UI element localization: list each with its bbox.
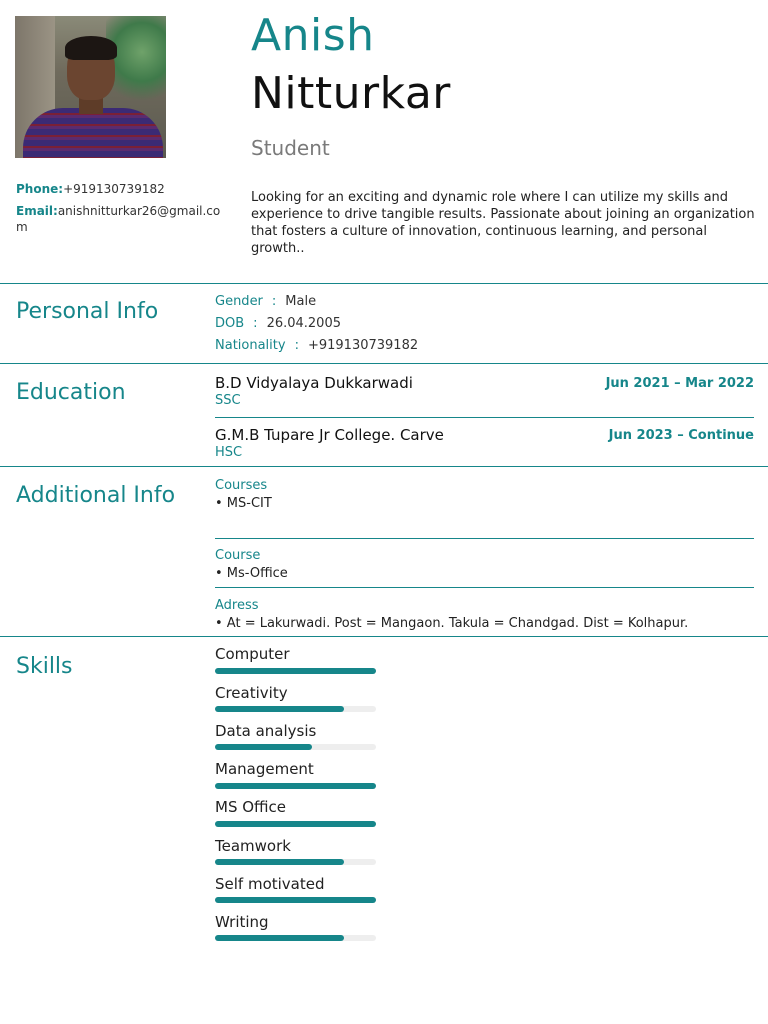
item-divider [215, 417, 754, 418]
skill-name: Creativity [215, 684, 288, 702]
education-level: SSC [215, 393, 241, 408]
skill-name: Self motivated [215, 875, 325, 893]
additional-value: • At = Lakurwadi. Post = Mangaon. Takula = Chandgad. Dist = Kolhapur. [215, 616, 689, 631]
item-divider [215, 538, 754, 539]
profile-summary: Looking for an exciting and dynamic role where I can utilize my skills and experience to drive tangible results. Passionate about joining an organization that fosters a culture of innovation, continuous learning, and personal growth.. [251, 190, 755, 256]
skill-bar [215, 935, 376, 941]
section-divider [0, 363, 768, 364]
additional-label: Adress [215, 598, 259, 613]
info-row-gender: Gender : Male [215, 294, 317, 309]
phone-contact [16, 181, 165, 197]
skill-bar-fill [215, 668, 376, 674]
skill-name: Computer [215, 645, 290, 663]
additional-label: Course [215, 548, 261, 563]
first-name: Anish [251, 10, 375, 61]
skill-bar-fill [215, 935, 344, 941]
info-row-nationality: Nationality : +919130739182 [215, 338, 419, 353]
skill-bar-fill [215, 859, 344, 865]
skill-bar [215, 821, 376, 827]
info-label: Nationality [215, 338, 286, 353]
skill-name: MS Office [215, 798, 287, 816]
skill-bar-fill [215, 706, 344, 712]
info-label: DOB [215, 316, 245, 331]
phone-label: Phone: [16, 182, 64, 196]
skill-name: Data analysis [215, 722, 317, 740]
info-value: Male [285, 294, 317, 309]
info-row-dob: DOB : 26.04.2005 [215, 316, 341, 331]
skill-bar [215, 744, 376, 750]
additional-value: • MS-CIT [215, 496, 272, 511]
education-date: Jun 2021 – Mar 2022 [605, 376, 754, 391]
skill-name: Management [215, 760, 314, 778]
info-label: Gender [215, 294, 263, 309]
job-title: Student [251, 136, 330, 160]
skill-bar-fill [215, 821, 376, 827]
info-value: +919130739182 [307, 338, 419, 353]
skill-bar [215, 668, 376, 674]
section-divider [0, 466, 768, 467]
skill-bar [215, 897, 376, 903]
last-name: Nitturkar [251, 68, 451, 119]
skill-bar [215, 783, 376, 789]
email-label: Email: [16, 204, 58, 218]
education-date: Jun 2023 – Continue [608, 428, 754, 443]
email-contact [16, 203, 222, 235]
skill-bar [215, 706, 376, 712]
education-level: HSC [215, 445, 243, 460]
skill-name: Teamwork [215, 837, 291, 855]
education-school: B.D Vidyalaya Dukkarwadi [215, 374, 413, 392]
skill-bar-fill [215, 783, 376, 789]
additional-value: • Ms-Office [215, 566, 288, 581]
skill-name: Writing [215, 913, 269, 931]
section-divider [0, 283, 768, 284]
section-divider [0, 636, 768, 637]
item-divider [215, 587, 754, 588]
email-value: anishnitturkar26@gmail.com [16, 204, 221, 234]
education-school: G.M.B Tupare Jr College. Carve [215, 426, 444, 444]
skill-bar [215, 859, 376, 865]
skill-bar-fill [215, 744, 312, 750]
phone-value: +919130739182 [63, 182, 165, 196]
info-value: 26.04.2005 [266, 316, 341, 331]
skill-bar-fill [215, 897, 376, 903]
profile-photo [15, 16, 166, 158]
additional-label: Courses [215, 478, 268, 493]
personal-info-heading: Personal Info [16, 299, 159, 324]
additional-info-heading: Additional Info [16, 483, 176, 508]
education-heading: Education [16, 380, 126, 405]
skills-heading: Skills [16, 654, 73, 679]
